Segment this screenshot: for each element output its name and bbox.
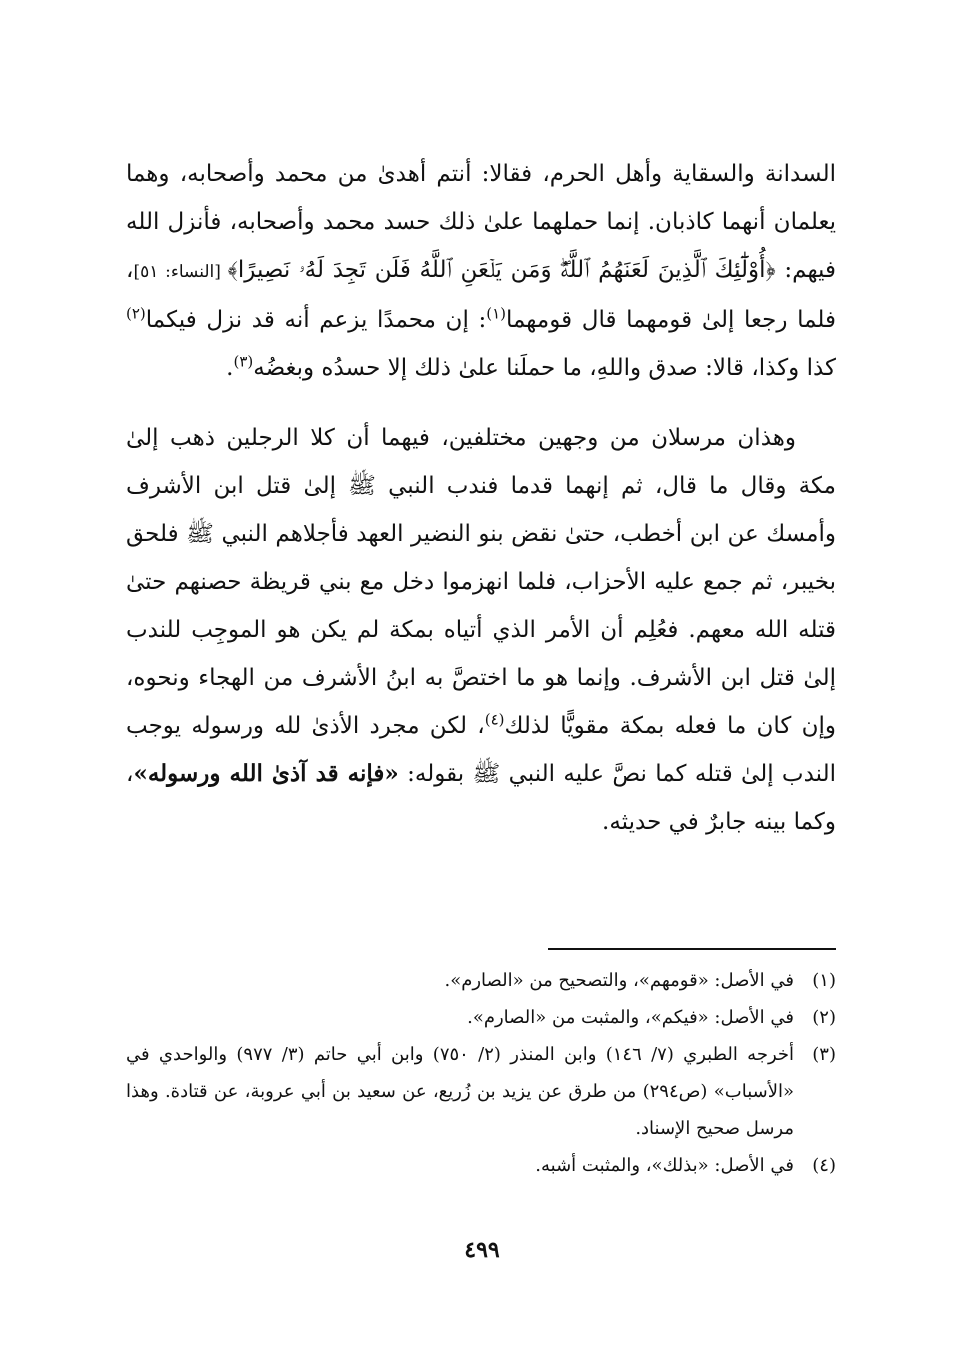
verse-reference: [النساء: ٥١] [133,262,228,282]
footnote-ref-1[interactable]: (١) [486,304,506,323]
footnote-text: في الأصل: «بذلك»، والمثبت أشبه. [535,1155,794,1176]
footnote-text: في الأصل: «فيكم»، والمثبت من «الصارم». [467,1007,794,1028]
main-text [126,150,836,846]
paragraph-1-text-c: : إن محمدًا يزعم أنه قد نزل فيكما [145,307,487,333]
paragraph-1-text-a: السدانة والسقاية وأهل الحرم، فقالا: أنتم أهدىٰ من محمد وأصحابه، وهما يعلمان أنهما كاذبان. إنما حملهما علىٰ ذلك حسد محمد وأصحابه، فأنزل الله فيهم: [126,161,836,283]
paragraph-2-text-a: وهذان مرسلان من وجهين مختلفين، فيهما أن كلا الرجلين ذهب إلىٰ مكة وقال ما قال، ثم إنهما قدما فندب النبي ﷺ إلىٰ قتل ابن الأشرف وأمسك عن ابن أخطب، حتىٰ نقض بنو النضير العهد فأجلاهم النبي ﷺ فلحق بخيبر، ثم جمع عليه الأحزاب، فلما انهزموا دخل مع بني قريظة حصنهم حتىٰ قتله الله معهم. فعُلِم أن الأمر الذي أتياه بمكة لم يكن هو الموجِب للندب إلىٰ قتل ابن الأشرف. وإنما هو ما اختصَّ به ابنُ الأشرف من الهجاء ونحوه، وإن كان ما فعله بمكة مقويًّا لذلك [126,425,836,739]
footnote-text: أخرجه الطبري (٧/ ١٤٦) وابن المنذر (٢/ ٧٥٠) وابن أبي حاتم (٣/ ٩٧٧) والواحدي في «الأسباب» (ص٢٩٤) من طرق عن يزيد بن زُريع، عن سعيد بن أبي عروبة، عن قتادة. وهذا مرسل صحيح الإسناد. [126,1044,795,1139]
paragraph-2-text-b: ، لكن مجرد الأذىٰ لله ورسوله يوجب الندب إلىٰ قتله كما نصَّ عليه النبي ﷺ بقوله: [126,713,836,787]
quran-verse: ﴿أُوْلَٰٓئِكَ ٱلَّذِينَ لَعَنَهُمُ ٱللَّهُۖ وَمَن يَلۡعَنِ ٱللَّهُ فَلَن تَجِدَ لَهُۥ نَصِيرًا﴾ [227,257,776,283]
paragraph-2-text-c: ، وكما بينه جابرٌ في حديثه. [126,761,836,835]
footnote-text: في الأصل: «قومهم»، والتصحيح من «الصارم». [444,970,794,991]
footnote-2 [126,999,836,1036]
footnote-4 [126,1147,836,1184]
footnote-number: (٤) [812,1155,836,1176]
paragraph-1-text-e: . [226,355,234,381]
page-number: ٤٩٩ [464,1237,500,1263]
footnote-number: (٣) [812,1044,836,1065]
footnote-number: (٢) [812,1007,836,1028]
paragraph-1 [126,150,836,392]
footnote-separator [548,948,836,950]
footnote-3 [126,1036,836,1147]
footnote-ref-3[interactable]: (٣) [233,352,254,371]
paragraph-1-text-d: كذا وكذا، قالا: صدق واللهِ، ما حملَنا علىٰ ذلك إلا حسدُه وبغضُه [253,355,836,381]
footnote-ref-2[interactable]: (٢) [126,304,146,323]
footnote-ref-4[interactable]: (٤) [484,710,505,729]
footnote-number: (١) [812,970,836,991]
paragraph-1-text-b: ، فلما رجعا إلىٰ قومهما قال قومهما [126,257,836,333]
footnote-1 [126,962,836,999]
footnotes [126,962,836,1184]
paragraph-2 [126,414,836,846]
hadith-quote: «فإنه قد آذىٰ الله ورسوله» [133,760,399,787]
